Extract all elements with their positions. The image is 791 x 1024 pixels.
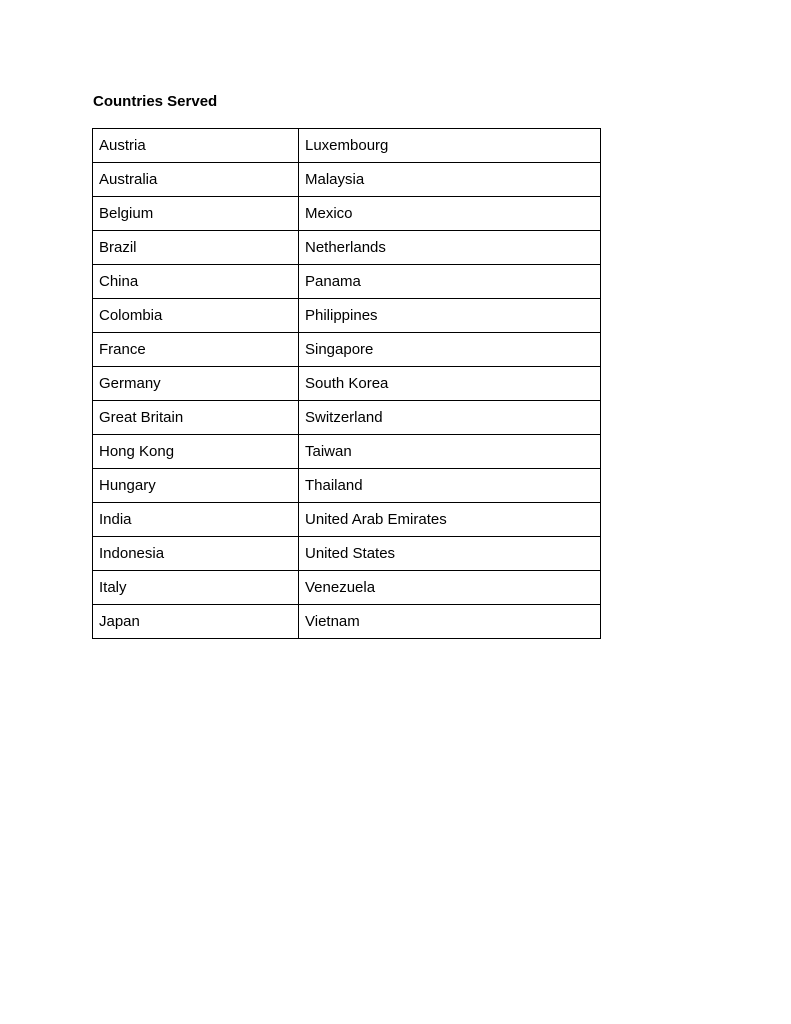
country-cell-right: Venezuela	[299, 571, 601, 605]
page-title: Countries Served	[93, 93, 218, 110]
country-cell-right: United Arab Emirates	[299, 503, 601, 537]
table-row	[93, 537, 601, 571]
country-cell-right: South Korea	[299, 367, 601, 401]
country-cell-right: Vietnam	[299, 605, 601, 639]
table-row	[93, 571, 601, 605]
country-cell-left: Hungary	[93, 469, 299, 503]
country-cell-left: India	[93, 503, 299, 537]
country-cell-right: Singapore	[299, 333, 601, 367]
country-cell-left: Indonesia	[93, 537, 299, 571]
table-row	[93, 163, 601, 197]
country-cell-left: Australia	[93, 163, 299, 197]
country-cell-right: Panama	[299, 265, 601, 299]
table-row	[93, 367, 601, 401]
table-row	[93, 435, 601, 469]
country-cell-right: Thailand	[299, 469, 601, 503]
country-cell-left: France	[93, 333, 299, 367]
country-cell-left: Great Britain	[93, 401, 299, 435]
country-cell-left: Austria	[93, 129, 299, 163]
table-row	[93, 299, 601, 333]
table-row	[93, 503, 601, 537]
country-cell-left: Italy	[93, 571, 299, 605]
table-row	[93, 401, 601, 435]
country-cell-right: Philippines	[299, 299, 601, 333]
country-cell-right: Taiwan	[299, 435, 601, 469]
country-cell-right: Mexico	[299, 197, 601, 231]
country-cell-right: Netherlands	[299, 231, 601, 265]
country-cell-left: Brazil	[93, 231, 299, 265]
country-cell-left: Colombia	[93, 299, 299, 333]
table-row	[93, 605, 601, 639]
country-cell-right: United States	[299, 537, 601, 571]
table-row	[93, 469, 601, 503]
table-row	[93, 333, 601, 367]
country-cell-left: Belgium	[93, 197, 299, 231]
country-cell-left: Germany	[93, 367, 299, 401]
country-cell-right: Malaysia	[299, 163, 601, 197]
countries-table	[92, 128, 601, 639]
table-row	[93, 129, 601, 163]
country-cell-right: Switzerland	[299, 401, 601, 435]
table-row	[93, 197, 601, 231]
table-row	[93, 265, 601, 299]
country-cell-left: China	[93, 265, 299, 299]
countries-table-body	[93, 129, 601, 639]
country-cell-left: Japan	[93, 605, 299, 639]
country-cell-left: Hong Kong	[93, 435, 299, 469]
country-cell-right: Luxembourg	[299, 129, 601, 163]
table-row	[93, 231, 601, 265]
